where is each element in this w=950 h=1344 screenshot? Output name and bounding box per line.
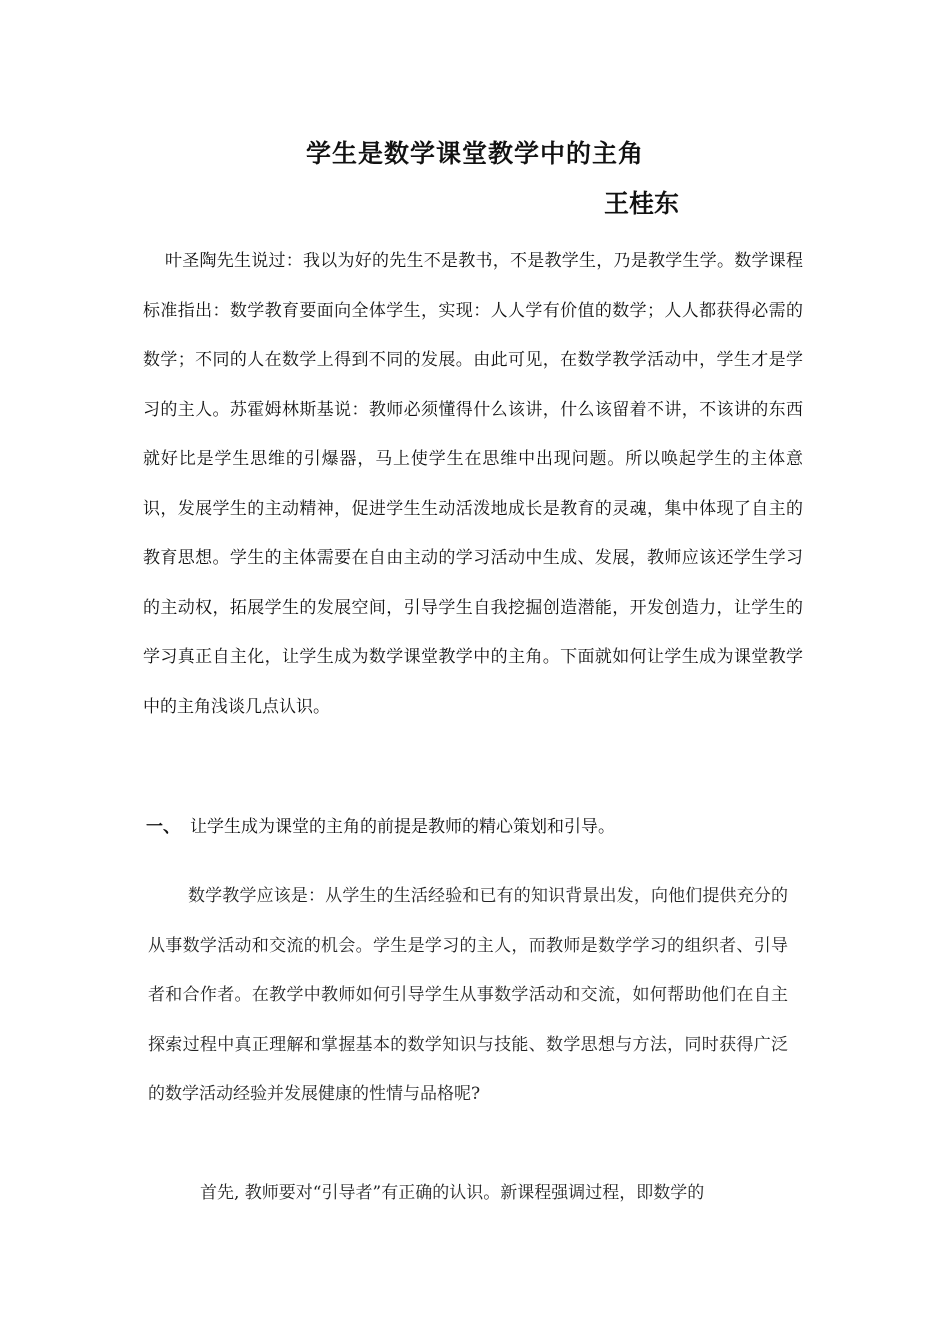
body-paragraph-1: 数学教学应该是：从学生的生活经验和已有的知识背景出发，向他们提供充分的从事数学活动和交流的机会。学生是学习的主人，而教师是数学学习的组织者、引导者和合作者。在教学中教师如何引导学生从事数学活动和交流，如何帮助他们在自主探索过程中真正理解和掌握基本的数学知识与技能、数学思想与方法，同时获得广泛的数学活动经验并发展健康的性情与品格呢?	[148, 886, 788, 1104]
section-heading-text: 让学生成为课堂的主角的前提是教师的精心策划和引导。	[190, 817, 615, 837]
document-title: 学生是数学课堂教学中的主角	[305, 139, 644, 168]
section-heading-1	[146, 812, 615, 837]
section-number: 一、	[146, 817, 180, 837]
body-paragraph-2: 首先, 教师要对“引导者”有正确的认识。新课程强调过程，即数学的	[200, 1183, 705, 1203]
author-name: 王桂东	[604, 189, 680, 218]
intro-paragraph: 叶圣陶先生说过：我以为好的先生不是教书，不是教学生，乃是教学生学。数学课程标准指出：数学教育要面向全体学生，实现：人人学有价值的数学；人人都获得必需的数学；不同的人在数学上得到不同的发展。由此可见，在数学教学活动中，学生才是学习的主人。苏霍姆林斯基说：教师必须懂得什么该讲，什么该留着不讲，不该讲的东西就好比是学生思维的引爆器，马上使学生在思维中出现问题。所以唤起学生的主体意识，发展学生的主动精神，促进学生生动活泼地成长是教育的灵魂，集中体现了自主的教育思想。学生的主体需要在自由主动的学习活动中生成、发展，教师应该还学生学习的主动权，拓展学生的发展空间，引导学生自我挖掘创造潜能，开发创造力，让学生的学习真正自主化，让学生成为数学课堂教学中的主角。下面就如何让学生成为课堂教学中的主角浅谈几点认识。	[143, 251, 803, 717]
